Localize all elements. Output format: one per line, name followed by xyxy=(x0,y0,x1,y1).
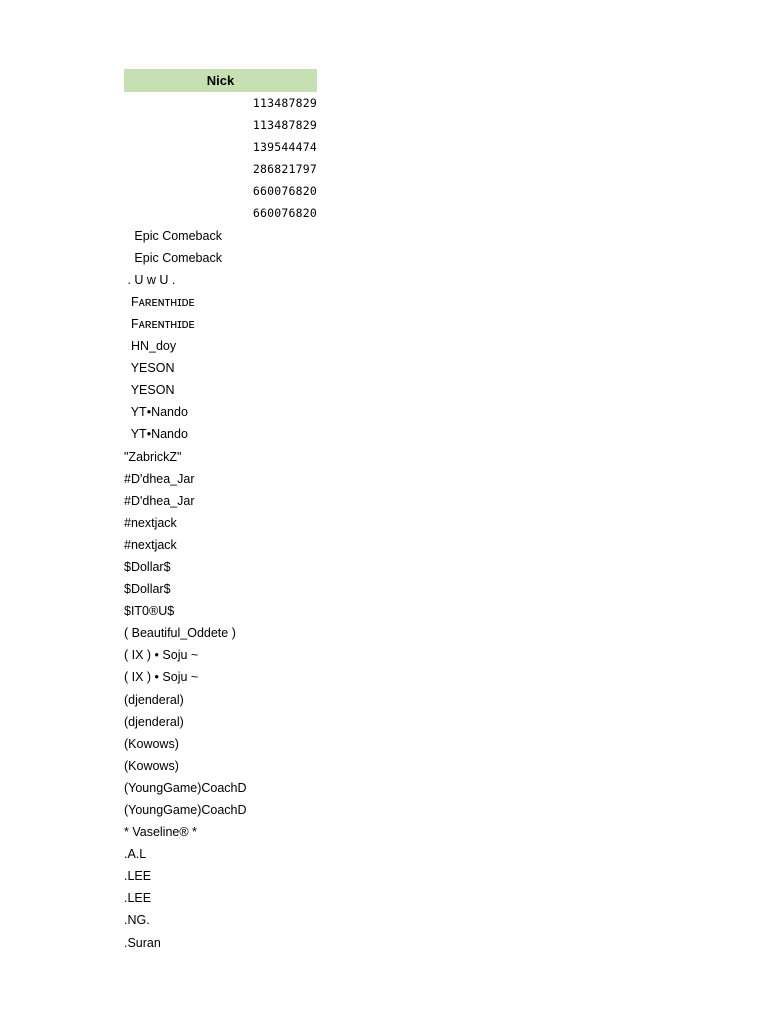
nick-cell[interactable]: YESON xyxy=(124,383,175,398)
nick-cell[interactable]: "ZabrickZ" xyxy=(124,449,182,464)
nick-cell[interactable]: (djenderal) xyxy=(124,714,184,729)
nick-cell[interactable]: 660076820 xyxy=(252,206,317,221)
nick-cell[interactable]: .LEE xyxy=(124,891,152,906)
cell-list xyxy=(124,92,317,954)
nick-cell[interactable]: $Dollar$ xyxy=(124,559,171,574)
nick-cell[interactable]: 660076820 xyxy=(252,184,317,199)
nick-cell[interactable]: $Dollar$ xyxy=(124,582,171,597)
nick-cell[interactable]: #nextjack xyxy=(124,537,177,552)
nick-cell[interactable]: #D'dhea_Jar xyxy=(124,493,195,508)
nick-cell[interactable]: Fᴀʀᴇɴᴛʜɪᴅᴇ xyxy=(124,294,195,309)
nick-cell[interactable]: ( IX ) • Soju ~ xyxy=(124,670,199,685)
nick-cell[interactable]: (Kowows) xyxy=(124,758,179,773)
nick-cell[interactable]: $IT0®U$ xyxy=(124,604,175,619)
nick-cell[interactable]: YT•Nando xyxy=(124,405,188,420)
nick-cell[interactable]: .LEE xyxy=(124,869,152,884)
nick-cell[interactable]: 139544474 xyxy=(252,140,317,155)
nick-cell[interactable]: . U w U . xyxy=(124,272,176,287)
nick-cell[interactable]: YT•Nando xyxy=(124,427,188,442)
nick-cell[interactable]: ( Beautiful_Oddete ) xyxy=(124,626,236,641)
nick-cell[interactable]: HN_doy xyxy=(124,339,177,354)
nick-cell[interactable]: (Kowows) xyxy=(124,736,179,751)
spreadsheet-column xyxy=(124,69,317,954)
nick-cell[interactable]: .A.L xyxy=(124,847,147,862)
nick-cell[interactable]: Epic Comeback xyxy=(124,250,222,265)
nick-cell[interactable]: (YoungGame)CoachD xyxy=(124,803,247,817)
nick-cell[interactable]: (djenderal) xyxy=(124,692,184,707)
nick-cell[interactable]: #D'dhea_Jar xyxy=(124,471,195,486)
nick-cell[interactable]: ( IX ) • Soju ~ xyxy=(124,648,199,663)
nick-cell[interactable]: 286821797 xyxy=(252,162,317,177)
column-header-nick[interactable]: Nick xyxy=(124,69,317,92)
nick-cell[interactable]: .Suran xyxy=(124,935,161,950)
nick-cell[interactable]: Fᴀʀᴇɴᴛʜɪᴅᴇ xyxy=(124,316,195,331)
nick-cell[interactable]: .NG. xyxy=(124,913,150,928)
nick-cell[interactable]: (YoungGame)CoachD xyxy=(124,780,247,795)
nick-cell[interactable]: 113487829 xyxy=(252,118,317,133)
nick-cell[interactable]: YESON xyxy=(124,361,175,376)
nick-cell[interactable]: * Vaseline® * xyxy=(124,825,197,840)
nick-cell[interactable]: #nextjack xyxy=(124,515,177,530)
nick-cell[interactable]: Epic Comeback xyxy=(124,228,222,243)
nick-cell[interactable]: 113487829 xyxy=(252,96,317,110)
